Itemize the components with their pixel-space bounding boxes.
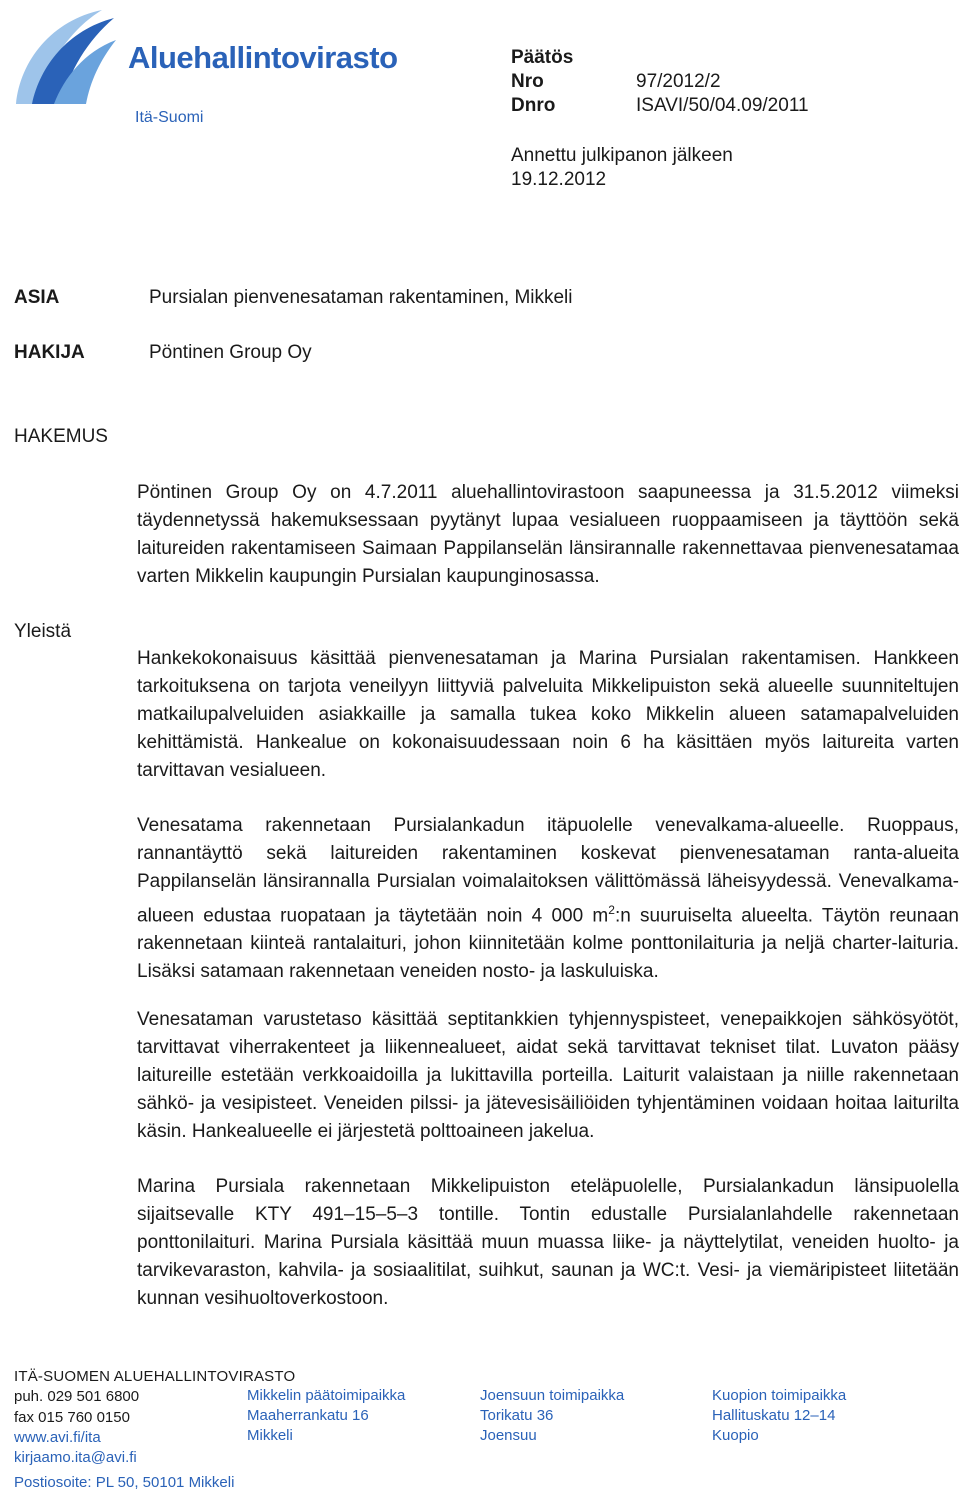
office-mikkeli-name: Mikkelin päätoimipaikka: [247, 1387, 406, 1404]
office-joensuu-street: Torikatu 36: [480, 1407, 554, 1424]
hakija-label: HAKIJA: [14, 342, 85, 363]
yleista-paragraph-3: [137, 1006, 959, 1146]
office-joensuu-name: Joensuun toimipaikka: [480, 1387, 625, 1404]
hakemus-text: [137, 479, 959, 591]
yleista-paragraph-1: [137, 645, 959, 785]
paragraph-text: Venesataman varustetaso käsittää septitankkien tyhjennyspisteet, venepaikkojen sähkösyötöt, tarvittavat viherrakenteet ja liikennealueet, aidat sekä tarvittavat tekniset tilat. Luvaton pääsy laitureille estetään verkkoaidoilla ja lukittavilla porteilla. Laiturit valaistaan ja niille rakennetaan sähkö- ja vesipisteet. Veneiden pilssi- ja jätevesisäiliöiden tyhjentäminen voidaan hoitaa laiturilta käsin. Hankealueelle ei järjestetä polttoaineen jakelua.: [137, 1009, 959, 1142]
footer-web-link[interactable]: www.avi.fi/ita: [14, 1429, 101, 1446]
paragraph-text: Marina Pursiala rakennetaan Mikkelipuiston eteläpuolelle, Pursialankadun länsipuolella sijaitsevalle KTY 491–15–5–3 tontille. Tontin edustalle Pursialanlahdelle rakennetaan ponttonilaituri. Marina Pursiala käsittää muun muassa liike- ja näyttelytilat, veneiden huolto- ja tarvikevaraston, kahvila- ja sosiaalitilat, suihkut, saunan ja WC:t. Vesi- ja viemäripisteet liitetään kunnan vesihuoltoverkostoon.: [137, 1176, 959, 1309]
office-kuopio-street: Hallituskatu 12–14: [712, 1407, 836, 1424]
asia-value: Pursialan pienvenesataman rakentaminen, Mikkeli: [149, 287, 573, 308]
logo-region: Itä-Suomi: [135, 109, 204, 126]
hakemus-paragraph: Pöntinen Group Oy on 4.7.2011 aluehallintovirastoon saapuneessa ja 31.5.2012 viimeksi täydennetyssä hakemuksessaan pyytänyt lupaa vesialueen ruoppaamiseen ja täyttöön sekä laitureiden rakentamiseen Saimaan Pappilanselän länsirannalle rakennettavaa pienvenesatamaa varten Mikkelin kaupungin Pursialan kaupunginosassa.: [137, 482, 959, 587]
office-mikkeli-street: Maaherrankatu 16: [247, 1407, 369, 1424]
logo-wordmark: Aluehallintovirasto: [128, 40, 398, 75]
paragraph-text: Hankekokonaisuus käsittää pienvenesataman ja Marina Pursialan rakentamisen. Hankkeen tarkoituksena on tarjota veneilyyn liittyviä palveluita Mikkelipuiston sekä alueelle suunniteltujen matkailupalveluiden asiakkaille ja samalla tukea koko Mikkelin alueen satamapalveluiden kehittämistä. Hankealue on kokonaisuudessaan noin 6 ha käsittäen myös laitureita varten tarvittavan vesialueen.: [137, 648, 959, 781]
footer-postal: Postiosoite: PL 50, 50101 Mikkeli: [14, 1474, 235, 1491]
office-kuopio-name: Kuopion toimipaikka: [712, 1387, 847, 1404]
office-joensuu-city: Joensuu: [480, 1427, 537, 1444]
issued-line1: Annettu julkipanon jälkeen: [511, 145, 733, 166]
decision-label: Päätös: [511, 47, 574, 68]
issued-line2: 19.12.2012: [511, 169, 607, 190]
hakemus-heading: HAKEMUS: [14, 426, 108, 447]
asia-label: ASIA: [14, 287, 60, 308]
office-mikkeli-city: Mikkeli: [247, 1427, 293, 1444]
footer-phone: puh. 029 501 6800: [14, 1388, 140, 1405]
footer-email-link[interactable]: kirjaamo.ita@avi.fi: [14, 1449, 137, 1466]
superscript: 2: [608, 903, 615, 917]
nro-value: 97/2012/2: [636, 71, 721, 92]
dnro-value: ISAVI/50/04.09/2011: [636, 95, 809, 116]
aluehallintovirasto-logo-icon: [10, 6, 120, 110]
yleista-label: Yleistä: [14, 621, 72, 642]
yleista-paragraph-4: [137, 1173, 959, 1313]
paragraph-part: :n suuruiselta alueelta. Täytön reunaan rakennetaan kiinteä rantalaituri, johon kiinnitetään kolme ponttonilaituria ja neljä charter-laituria. Lisäksi satamaan rakennetaan veneiden nosto- ja laskuluiska.: [137, 905, 960, 983]
office-kuopio-city: Kuopio: [712, 1427, 759, 1444]
nro-label: Nro: [511, 71, 544, 92]
yleista-paragraph-2: [137, 812, 959, 986]
footer-org: ITÄ-SUOMEN ALUEHALLINTOVIRASTO: [14, 1368, 296, 1385]
paragraph-part: Venesatama rakennetaan Pursialankadun itäpuolelle venevalkama-alueelle. Ruoppaus, rannantäyttö sekä laitureiden rakentaminen koskevat pienvenesataman ranta-alueita Pappilanselän länsirannalla Pursialan voimalaitoksen välittömässä läheisyydessä. Venevalkama-alueen edustaa ruopataan ja täytetään noin 4 000 m: [137, 815, 959, 927]
hakija-value: Pöntinen Group Oy: [149, 342, 312, 363]
paragraph-text: [137, 812, 959, 986]
footer-fax: fax 015 760 0150: [14, 1409, 130, 1426]
dnro-label: Dnro: [511, 95, 556, 116]
